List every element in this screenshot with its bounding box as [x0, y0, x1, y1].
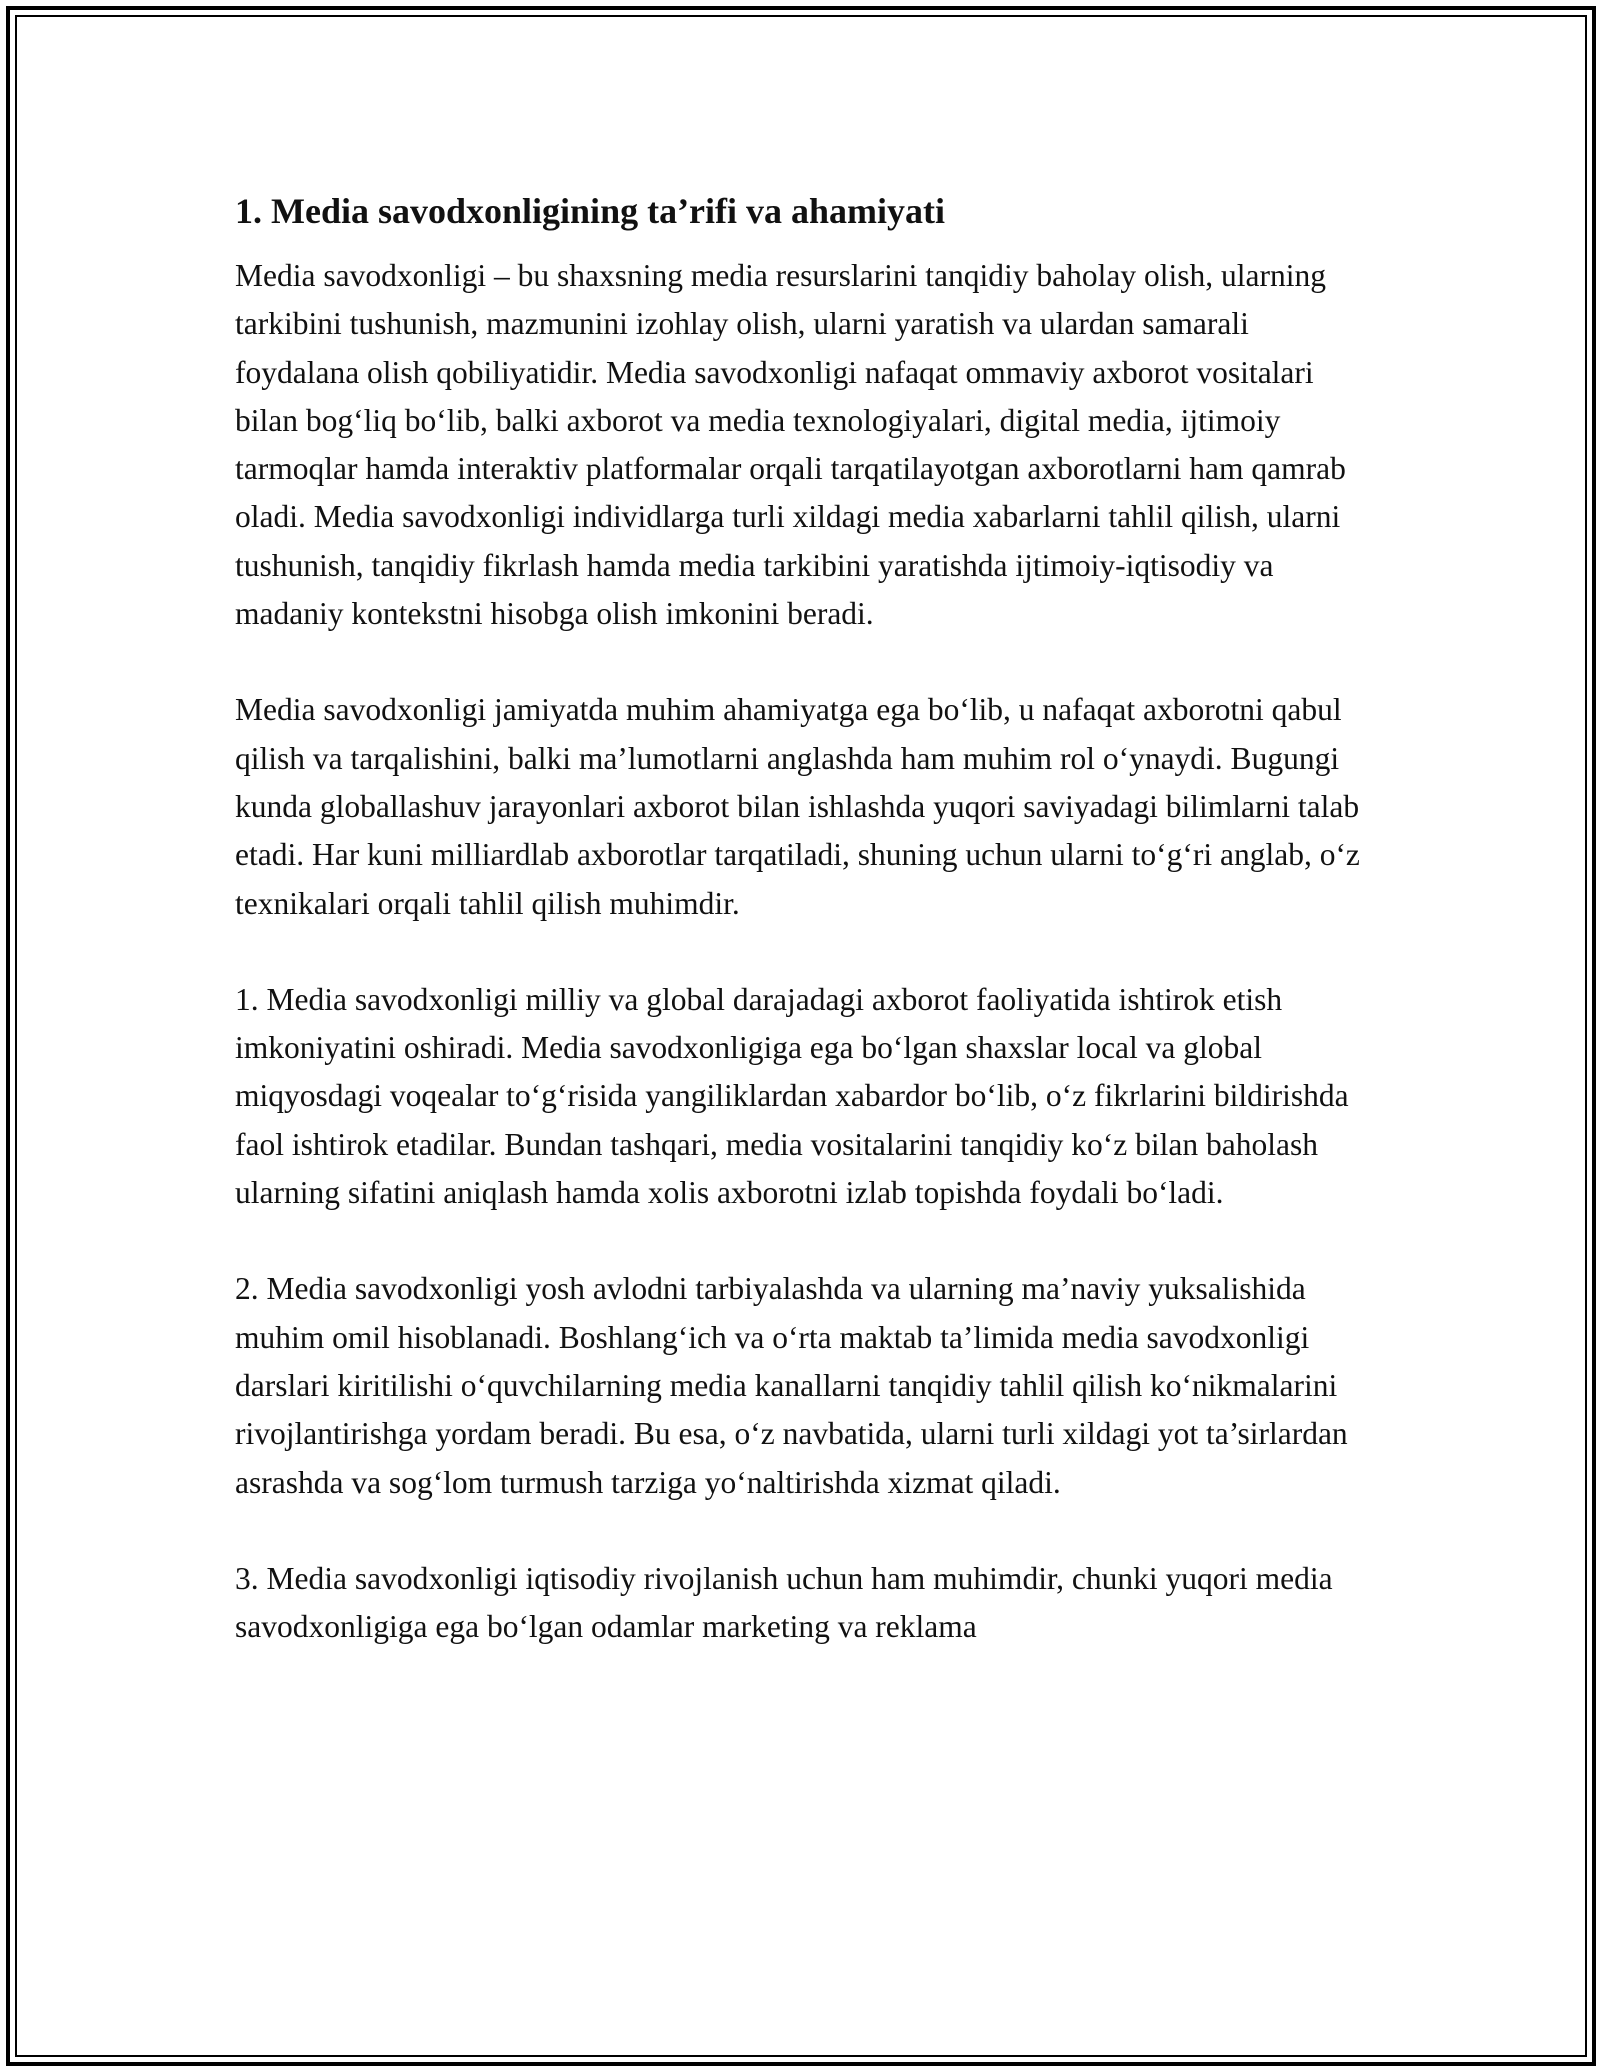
document-body: [235, 186, 1375, 1699]
list-item-2: 2. Media savodxonligi yosh avlodni tarbiyalashda va ularning ma’naviy yuksalishida muhim omil hisoblanadi. Boshlang‘ich va o‘rta maktab ta’limida media savodxonligi darslari kiritilishi o‘quvchilarning media kanallarni tanqidiy tahlil qilish ko‘nikmalarini rivojlantirishga yordam beradi. Bu esa, o‘z navbatida, ularni turli xildagi yot ta’sirlardan asrashda va sog‘lom turmush tarziga yo‘naltirishda xizmat qiladi.: [235, 1271, 1348, 1500]
list-item-1: 1. Media savodxonligi milliy va global darajadagi axborot faoliyatida ishtirok etish imkoniyatini oshiradi. Media savodxonligiga ega bo‘lgan shaxslar local va global miqyosdagi voqealar to‘g‘risida yangiliklardan xabardor bo‘lib, o‘z fikrlarini bildirishda faol ishtirok etadilar. Bundan tashqari, media vositalarini tanqidiy ko‘z bilan baholash ularning sifatini aniqlash hamda xolis axborotni izlab topishda foydali bo‘ladi.: [235, 981, 1349, 1211]
list-item-3: 3. Media savodxonligi iqtisodiy rivojlanish uchun ham muhimdir, chunki yuqori media savodxonligiga ega bo‘lgan odamlar marketing va reklama: [235, 1560, 1333, 1645]
paragraph-importance: Media savodxonligi jamiyatda muhim ahamiyatga ega bo‘lib, u nafaqat axborotni qabul qilish va tarqalishini, balki ma’lumotlarni anglashda ham muhim rol o‘ynaydi. Bugungi kunda globallashuv jarayonlari axborot bilan ishlashda yuqori saviyadagi bilimlarni talab etadi. Har kuni milliardlab axborotlar tarqatiladi, shuning uchun ularni to‘g‘ri anglab, o‘z texnikalari orqali tahlil qilish muhimdir.: [235, 692, 1360, 921]
section-heading: 1. Media savodxonligining ta’rifi va ahamiyati: [235, 191, 946, 231]
paragraph-definition: Media savodxonligi – bu shaxsning media resurslarini tanqidiy baholay olish, ularning tarkibini tushunish, mazmunini izohlay olish, ularni yaratish va ulardan samarali foydalana olish qobiliyatidir. Media savodxonligi nafaqat ommaviy axborot vositalari bilan bog‘liq bo‘lib, balki axborot va media texnologiyalari, digital media, ijtimoiy tarmoqlar hamda interaktiv platformalar orqali tarqatilayotgan axborotlarni ham qamrab oladi. Media savodxonligi individlarga turli xildagi media xabarlarni tahlil qilish, ularni tushunish, tanqidiy fikrlash hamda media tarkibini yaratishda ijtimoiy-iqtisodiy va madaniy kontekstni hisobga olish imkonini beradi.: [235, 258, 1346, 632]
